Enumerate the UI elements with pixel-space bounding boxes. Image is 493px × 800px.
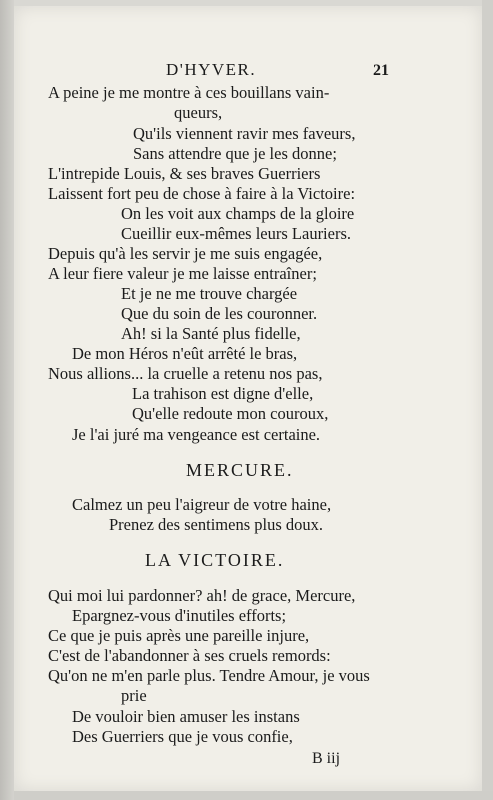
verse-line: Calmez un peu l'aigreur de votre haine, — [72, 495, 332, 514]
verse-line: Que du soin de les couronner. — [121, 304, 318, 323]
speaker-name: MERCURE. — [186, 460, 294, 480]
book-gutter — [0, 0, 14, 800]
book-page — [14, 6, 482, 791]
verse-line: queurs, — [174, 103, 223, 122]
page-edge-bottom — [14, 791, 493, 800]
verse-line: Epargnez-vous d'inutiles efforts; — [72, 606, 287, 625]
running-title: D'HYVER. — [166, 60, 257, 79]
verse-line: Laissent fort peu de chose à faire à la Victoire: — [48, 184, 356, 203]
verse-line: Ce que je puis après une pareille injure, — [48, 626, 310, 645]
verse-line: La trahison est digne d'elle, — [132, 384, 314, 403]
verse-line: Ah! si la Santé plus fidelle, — [121, 324, 301, 343]
verse-line: Et je ne me trouve chargée — [121, 284, 298, 303]
verse-line: Qui moi lui pardonner? ah! de grace, Mercure, — [48, 586, 356, 605]
verse-line: Je l'ai juré ma vengeance est certaine. — [72, 425, 321, 444]
verse-line: Qu'on ne m'en parle plus. Tendre Amour, je vous — [48, 666, 370, 685]
verse-line: Qu'elle redoute mon couroux, — [132, 404, 329, 423]
verse-line: C'est de l'abandonner à ses cruels remords: — [48, 646, 331, 665]
verse-line: Qu'ils viennent ravir mes faveurs, — [133, 124, 356, 143]
verse-line: De vouloir bien amuser les instans — [72, 707, 300, 726]
verse-line: L'intrepide Louis, & ses braves Guerriers — [48, 164, 321, 183]
verse-line: A leur fiere valeur je me laisse entraîner; — [48, 264, 317, 283]
signature-mark: B iij — [312, 750, 341, 767]
verse-line: Depuis qu'à les servir je me suis engagée, — [48, 244, 323, 263]
verse-line: On les voit aux champs de la gloire — [121, 204, 355, 223]
verse-line: Des Guerriers que je vous confie, — [72, 727, 293, 746]
verse-line: A peine je me montre à ces bouillans vain- — [48, 83, 330, 102]
page-number: 21 — [373, 62, 389, 79]
page-edge-right — [482, 0, 493, 800]
verse-line: Prenez des sentimens plus doux. — [109, 515, 324, 534]
verse-line: prie — [121, 686, 147, 705]
speaker-name: LA VICTOIRE. — [145, 550, 285, 570]
verse-line: Cueillir eux-mêmes leurs Lauriers. — [121, 224, 352, 243]
verse-line: Nous allions... la cruelle a retenu nos pas, — [48, 364, 323, 383]
verse-line: De mon Héros n'eût arrêté le bras, — [72, 344, 298, 363]
verse-line: Sans attendre que je les donne; — [133, 144, 337, 163]
